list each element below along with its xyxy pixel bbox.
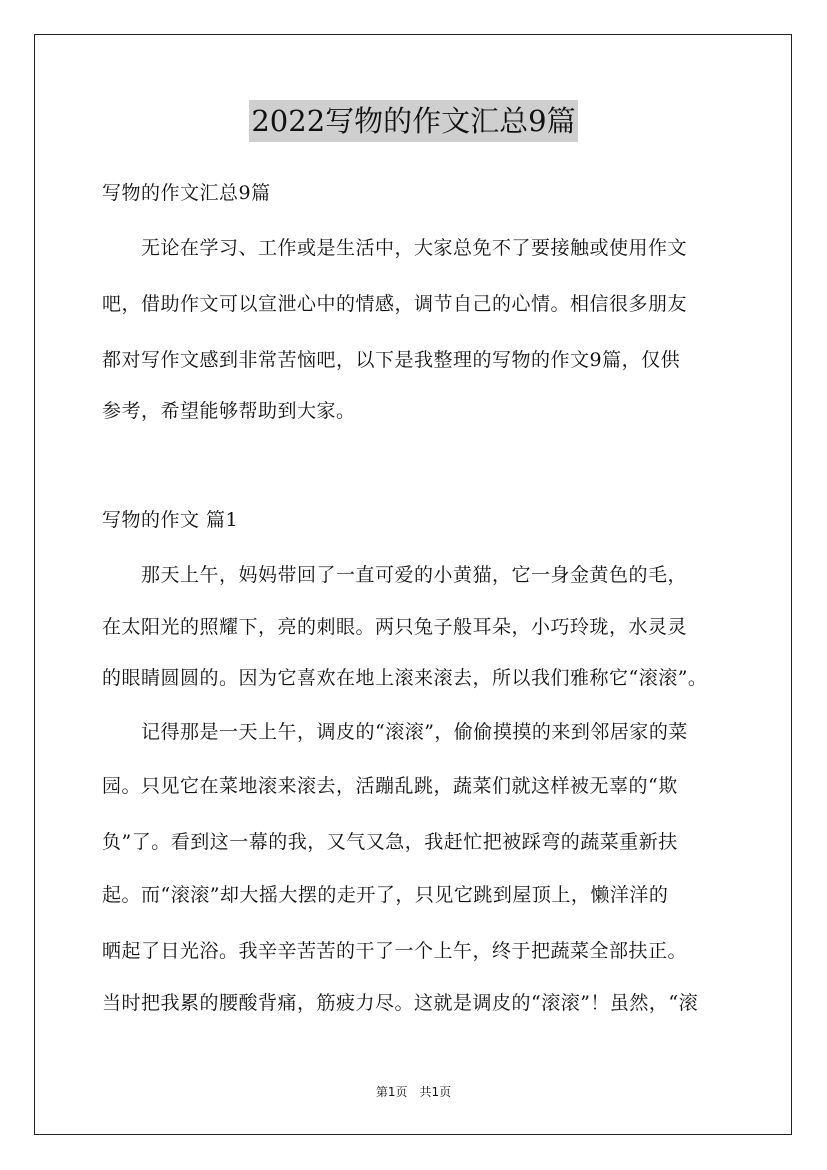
page-footer: 第1页 共1页	[375, 1085, 452, 1099]
body-line: 记得那是一天上午，调皮的“滚滚”，偷偷摸摸的来到邻居家的菜	[102, 721, 688, 743]
body-line: 当时把我累的腰酸背痛，筋疲力尽。这就是调皮的“滚滚”！虽然，“滚	[102, 992, 699, 1014]
intro-line: 无论在学习、工作或是生活中，大家总免不了要接触或使用作文	[102, 237, 688, 259]
body-line: 起。而“滚滚”却大摇大摆的走开了，只见它跳到屋顶上，懒洋洋的	[102, 884, 669, 906]
document-subtitle: 写物的作文汇总9篇	[102, 182, 271, 204]
body-line: 晒起了日光浴。我辛辛苦苦的干了一个上午，终于把蔬菜全部扶正。	[102, 940, 688, 962]
body-line: 的眼睛圆圆的。因为它喜欢在地上滚来滚去，所以我们雅称它“滚滚”。	[102, 667, 708, 689]
title-container	[0, 100, 827, 142]
intro-line: 吧，借助作文可以宣泄心中的情感，调节自己的心情。相信很多朋友	[102, 293, 688, 315]
intro-line: 都对写作文感到非常苦恼吧，以下是我整理的写物的作文9篇，仅供	[102, 349, 681, 371]
intro-line: 参考，希望能够帮助到大家。	[102, 400, 356, 422]
body-line: 那天上午，妈妈带回了一直可爱的小黄猫，它一身金黄色的毛，	[102, 564, 688, 586]
body-line: 负”了。看到这一幕的我，又气又急，我赶忙把被踩弯的蔬菜重新扶	[102, 831, 678, 853]
body-line: 园。只见它在菜地滚来滚去，活蹦乱跳，蔬菜们就这样被无辜的“欺	[102, 775, 678, 797]
body-line: 在太阳光的照耀下，亮的刺眼。两只兔子般耳朵，小巧玲珑，水灵灵	[102, 616, 688, 638]
document-title: 2022写物的作文汇总9篇	[249, 100, 577, 142]
section-heading: 写物的作文 篇1	[102, 509, 239, 531]
